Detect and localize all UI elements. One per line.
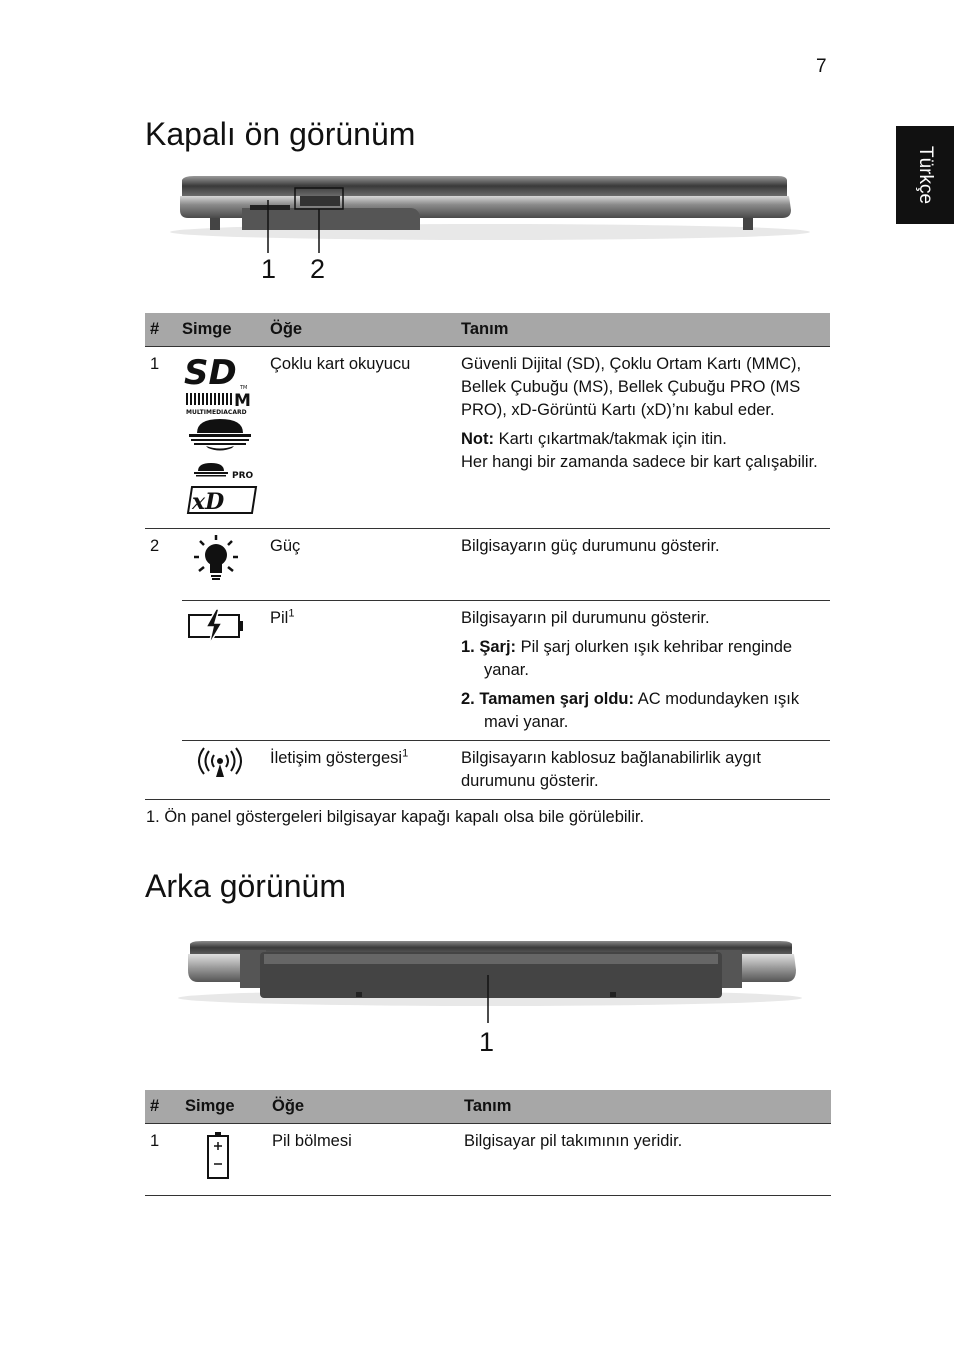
- table-row: [145, 741, 830, 800]
- row-item: Çoklu kart okuyucu: [270, 347, 461, 529]
- row-number: [145, 601, 182, 741]
- page-number: 7: [816, 56, 827, 77]
- row-number: 1: [145, 347, 182, 529]
- battery-icon: [185, 1130, 245, 1182]
- header-description: Tanım: [461, 313, 830, 347]
- row-number: 1: [145, 1124, 185, 1196]
- note-label: Not:: [461, 430, 494, 448]
- header-item: Öğe: [272, 1090, 464, 1124]
- row-item: Pil bölmesi: [272, 1124, 464, 1196]
- ms-pro-logo-icon: [194, 463, 254, 481]
- xd-logo-icon: [188, 487, 256, 515]
- row-item: İletişim göstergesi$^1$: [270, 741, 461, 800]
- row-icons: [182, 601, 270, 741]
- memory-stick-logo-icon: [189, 419, 251, 451]
- footnote: 1. Ön panel göstergeleri bilgisayar kapağı kapalı olsa bile görülebilir.: [146, 808, 645, 826]
- svg-text:M: M: [234, 391, 251, 411]
- front-view-heading: Kapalı ön görünüm: [145, 116, 416, 152]
- svg-text:TM: TM: [240, 385, 248, 391]
- header-number: #: [145, 1090, 185, 1124]
- note-line-2: Her hangi bir zamanda sadece bir kart çalışabilir.: [461, 453, 818, 471]
- header-number: #: [145, 313, 182, 347]
- svg-text:SD: SD: [184, 353, 237, 393]
- row-icons: [182, 347, 270, 529]
- note-text: [461, 428, 830, 474]
- row-number: [145, 741, 182, 800]
- list-item: 2. Tamamen şarj oldu: AC modundayken ışık mavi yanar.: [461, 690, 800, 731]
- description-text: Güvenli Dijital (SD), Çoklu Ortam Kartı (MMC), Bellek Çubuğu (MS), Bellek Çubuğu PRO (MS PRO), xD-Görüntü Kartı (xD)’nı kabul eder.: [461, 355, 802, 419]
- svg-text:PRO: PRO: [232, 471, 254, 481]
- row-description: [461, 347, 830, 529]
- note-line-1: Kartı çıkartmak/takmak için itin.: [493, 430, 727, 448]
- callout-2: 2: [310, 254, 326, 284]
- row-item: Pil$^1$: [270, 601, 461, 741]
- header-icon: Simge: [182, 313, 270, 347]
- callout-lines: [250, 185, 360, 255]
- svg-text:MULTIMEDIACARD: MULTIMEDIACARD: [186, 409, 247, 416]
- row-icons: [185, 1124, 272, 1196]
- rear-view-heading: Arka görünüm: [145, 868, 346, 904]
- row-description: Bilgisayarın güç durumunu gösterir.: [461, 529, 830, 601]
- description-text: Bilgisayarın pil durumunu gösterir.: [461, 609, 710, 627]
- callout-1: 1: [261, 254, 277, 284]
- row-description: [461, 601, 830, 741]
- row-description: Bilgisayar pil takımının yeridir.: [464, 1124, 831, 1196]
- language-tab-label: Türkçe: [915, 145, 936, 205]
- header-icon: Simge: [185, 1090, 272, 1124]
- table-header-row: [145, 313, 830, 347]
- mmc-logo-icon: [186, 391, 251, 416]
- rear-callout-line: [480, 975, 496, 1025]
- row-icons: [182, 529, 270, 601]
- wireless-icon: [182, 747, 246, 781]
- table-row: [145, 347, 830, 529]
- sd-logo-icon: [184, 353, 247, 393]
- header-item: Öğe: [270, 313, 461, 347]
- row-number: 2: [145, 529, 182, 601]
- power-bulb-icon: [182, 535, 242, 587]
- language-tab: [896, 126, 954, 224]
- svg-text:xD: xD: [192, 489, 225, 515]
- table-row: [145, 1124, 831, 1196]
- header-description: Tanım: [464, 1090, 831, 1124]
- list-item: 1. Şarj: Pil şarj olurken ışık kehribar renginde yanar.: [461, 638, 793, 679]
- battery-charge-icon: [182, 607, 246, 647]
- table-row: [145, 601, 830, 741]
- front-table: [145, 313, 830, 800]
- rear-table: [145, 1090, 831, 1196]
- row-description: Bilgisayarın kablosuz bağlanabilirlik aygıt durumunu gösterir.: [461, 741, 830, 800]
- table-header-row: [145, 1090, 831, 1124]
- row-item: Güç: [270, 529, 461, 601]
- table-row: [145, 529, 830, 601]
- rear-callout-1: 1: [479, 1027, 495, 1057]
- row-icons: [182, 741, 270, 800]
- card-logos: [182, 353, 262, 515]
